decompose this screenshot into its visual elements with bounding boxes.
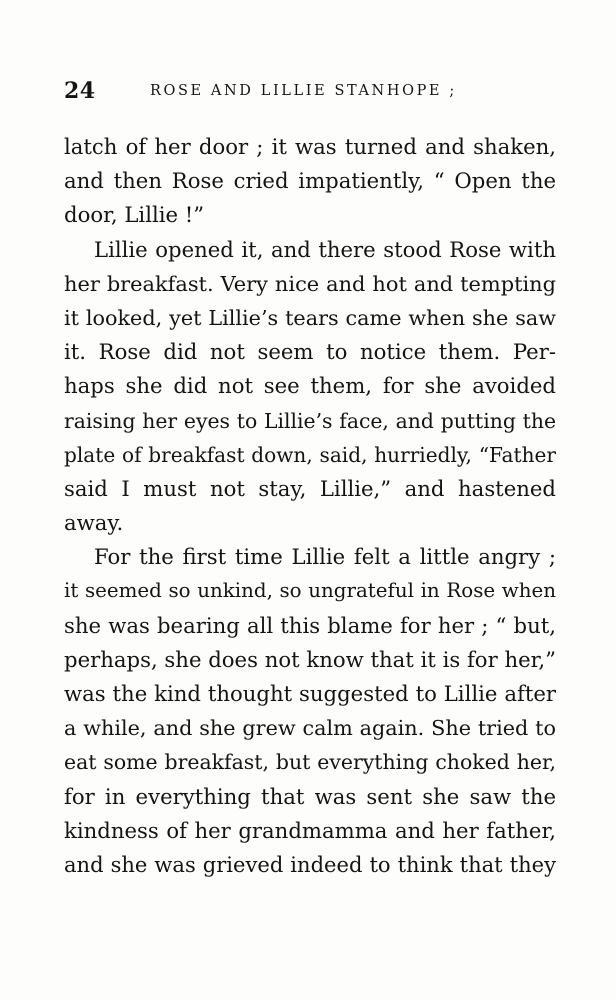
- text-line: Lillie opened it, and there stood Rose with: [94, 236, 556, 262]
- text-line: said I must not stay, Lillie,” and hastened: [64, 475, 556, 501]
- running-head: ROSE AND LILLIE STANHOPE ;: [150, 83, 457, 99]
- text-line: she was bearing all this blame for her ; “ but,: [64, 612, 556, 638]
- text-line: eat some breakfast, but everything choked her,: [64, 750, 556, 775]
- text-line: and she was grieved indeed to think that they: [64, 851, 556, 877]
- text-line: it looked, yet Lillie’s tears came when she saw: [64, 305, 556, 330]
- page-header: [64, 78, 554, 110]
- text-line: For the first time Lillie felt a little angry ;: [94, 544, 556, 570]
- text-line: haps she did not see them, for she avoided: [64, 373, 556, 399]
- text-line: latch of her door ; it was turned and shaken,: [64, 134, 556, 159]
- text-line: kindness of her grandmamma and her father,: [64, 817, 556, 843]
- page-number: 24: [64, 78, 96, 104]
- text-line: away.: [64, 510, 124, 536]
- text-line: plate of breakfast down, said, hurriedly, “Father: [64, 442, 556, 467]
- text-line: was the kind thought suggested to Lillie after: [64, 681, 556, 706]
- text-line: it seemed so unkind, so ungrateful in Rose when: [64, 579, 556, 603]
- text-line: it. Rose did not seem to notice them. Per-: [64, 339, 556, 365]
- text-line: for in everything that was sent she saw the: [64, 783, 556, 809]
- text-line: a while, and she grew calm again. She tried to: [64, 716, 556, 741]
- body-text: [64, 130, 556, 882]
- text-line: perhaps, she does not know that it is for her,”: [64, 646, 556, 672]
- text-line: door, Lillie !”: [64, 202, 205, 228]
- text-line: raising her eyes to Lillie’s face, and putting the: [64, 408, 556, 433]
- text-line: and then Rose cried impatiently, “ Open the: [64, 168, 556, 194]
- text-line: her breakfast. Very nice and hot and tempting: [64, 271, 556, 296]
